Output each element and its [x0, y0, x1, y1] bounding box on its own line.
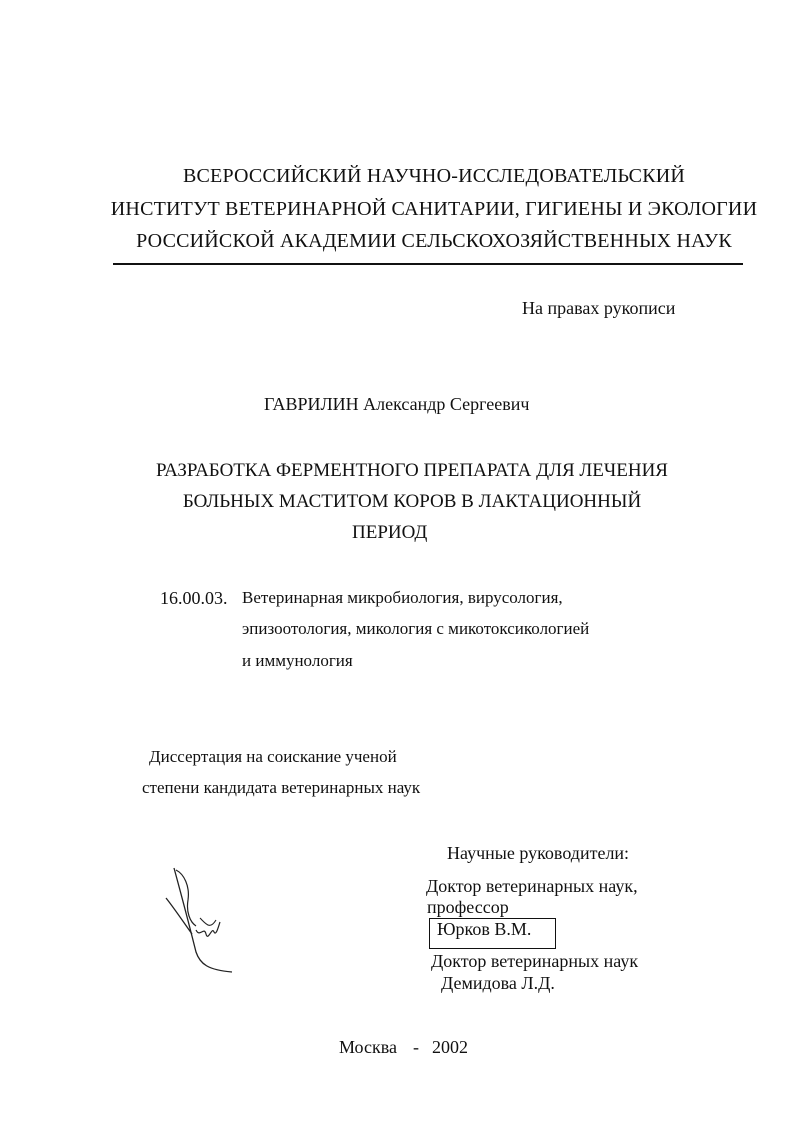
dissertation-line-2: степени кандидата ветеринарных наук [142, 778, 421, 797]
specialty-line-1: Ветеринарная микробиология, вирусология, [242, 588, 563, 607]
handwritten-signature [160, 860, 240, 975]
institution-line-1: ВСЕРОССИЙСКИЙ НАУЧНО-ИССЛЕДОВАТЕЛЬСКИЙ [182, 165, 686, 187]
header-rule [113, 263, 743, 265]
supervisor-1-degree: Доктор ветеринарных наук, [426, 876, 638, 896]
supervisor-2-degree: Доктор ветеринарных наук [431, 951, 639, 971]
footer-city: Москва [339, 1037, 397, 1057]
title-line-2: БОЛЬНЫХ МАСТИТОМ КОРОВ В ЛАКТАЦИОННЫЙ [182, 491, 642, 512]
footer-year: 2002 [432, 1037, 468, 1057]
supervisor-1-title: профессор [427, 897, 509, 917]
supervisor-1-name: Юрков В.М. [437, 919, 532, 939]
supervisor-2-name: Демидова Л.Д. [441, 973, 555, 993]
footer-separator: - [413, 1037, 419, 1057]
specialty-code: 16.00.03. [160, 588, 228, 608]
specialty-line-3: и иммунология [242, 651, 353, 670]
title-line-3: ПЕРИОД [352, 522, 428, 543]
dissertation-line-1: Диссертация на соискание ученой [149, 747, 397, 766]
title-line-1: РАЗРАБОТКА ФЕРМЕНТНОГО ПРЕПАРАТА ДЛЯ ЛЕЧЕНИЯ [156, 460, 668, 481]
author-name: ГАВРИЛИН Александр Сергеевич [264, 394, 530, 414]
institution-line-3: РОССИЙСКОЙ АКАДЕМИИ СЕЛЬСКОХОЗЯЙСТВЕННЫХ НАУК [136, 230, 732, 252]
specialty-line-2: эпизоотология, микология с микотоксикологией [242, 619, 590, 638]
supervisors-heading: Научные руководители: [447, 843, 630, 863]
manuscript-note: На правах рукописи [522, 298, 676, 318]
institution-line-2: ИНСТИТУТ ВЕТЕРИНАРНОЙ САНИТАРИИ, ГИГИЕНЫ И ЭКОЛОГИИ [110, 198, 758, 220]
